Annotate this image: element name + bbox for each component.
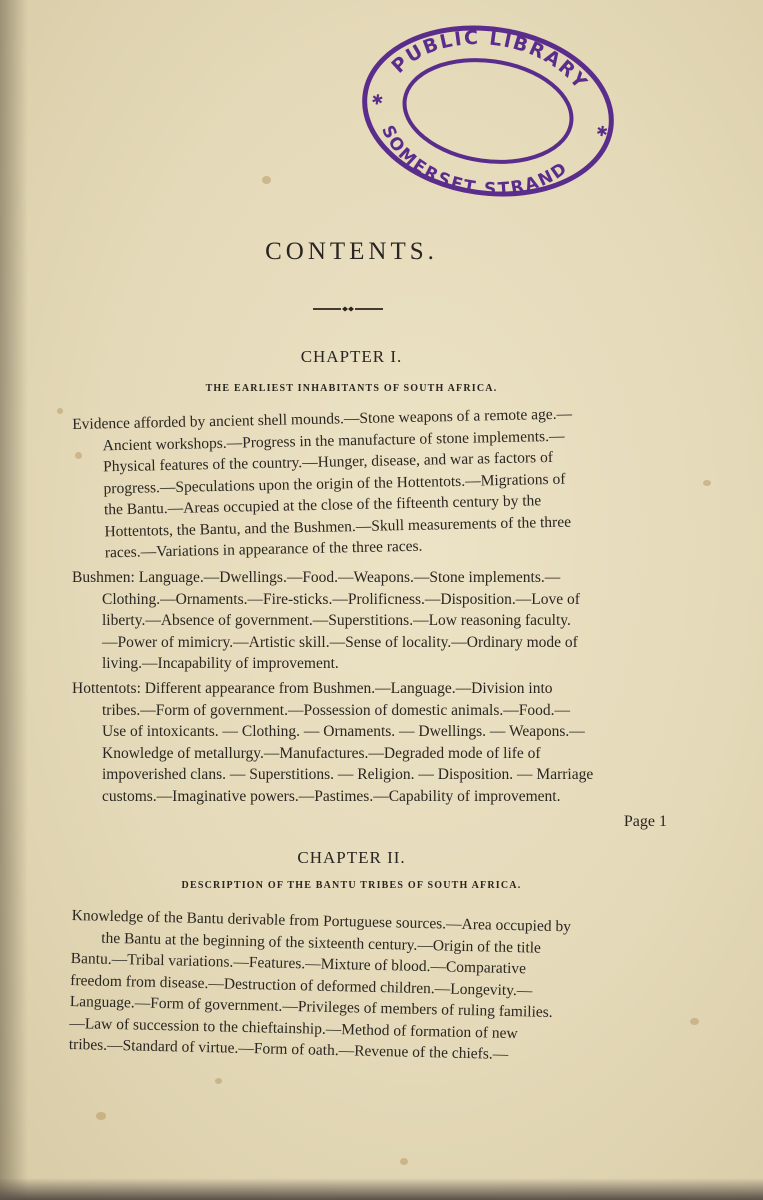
spine-shadow: [0, 0, 28, 1200]
text-line: Knowledge of metallurgy.—Manufactures.—Degraded mode of life of: [102, 744, 541, 762]
text-line: Use of intoxicants. — Clothing. — Ornaments. — Dwellings. — Weapons.—: [102, 723, 585, 740]
chapter-summary-paragraph: [72, 401, 673, 564]
stamp-top-text: PUBLIC LIBRARY: [387, 26, 593, 95]
text-line: —Law of succession to the chieftainship.—Method of formation of new: [69, 1014, 518, 1042]
text-line: Physical features of the country.—Hunger, disease, and war as factors of: [102, 448, 554, 476]
star-icon: ✱: [370, 92, 385, 110]
chapter-title: CHAPTER II.: [297, 848, 406, 867]
star-icon: ✱: [595, 124, 609, 141]
text-line: Evidence afforded by ancient shell mounds.—Stone weapons of a remote age.—: [72, 405, 573, 433]
text-line: Clothing.—Ornaments.—Fire-sticks.—Prolificness.—Disposition.—Love of: [102, 590, 580, 608]
chapter-summary-paragraph: [69, 905, 670, 1069]
chapter-summary-paragraph: [72, 567, 670, 675]
text-line: Hottentots: Different appearance from Bushmen.—Language.—Division into: [72, 680, 553, 697]
text-line: tribes.—Form of government.—Possession of domestic animals.—Food.—: [102, 701, 570, 719]
text-line: the Bantu at the beginning of the sixteenth century.—Origin of the title: [101, 929, 542, 957]
foxing-spot: [262, 176, 271, 184]
text-line: liberty.—Absence of government.—Superstitions.—Low reasoning faculty.: [102, 612, 571, 629]
text-line: freedom from disease.—Destruction of deformed children.—Longevity.—: [70, 971, 533, 999]
foxing-spot: [57, 408, 63, 414]
text-line: customs.—Imaginative powers.—Pastimes.—Capability of improvement.: [102, 787, 561, 805]
text-line: living.—Incapability of improvement.: [102, 655, 339, 672]
text-line: the Bantu.—Areas occupied at the close of the fifteenth century by the: [103, 492, 542, 519]
foxing-spot: [703, 480, 711, 486]
text-line: tribes.—Standard of virtue.—Form of oath.—Revenue of the chiefs.—: [68, 1035, 509, 1063]
foxing-spot: [215, 1078, 222, 1084]
text-line: Language.—Form of government.—Privileges of members of ruling families.: [69, 992, 553, 1021]
library-stamp: [357, 20, 619, 202]
page-bottom-edge: [0, 1178, 763, 1200]
text-line: races.—Variations in appearance of the three races.: [104, 537, 423, 562]
text-line: Ancient workshops.—Progress in the manufacture of stone implements.—: [102, 427, 565, 454]
foxing-spot: [400, 1158, 408, 1165]
chapter-title: CHAPTER I.: [300, 347, 403, 366]
foxing-spot: [96, 1112, 106, 1120]
stamp-bottom-text: SOMERSET STRAND: [377, 122, 573, 200]
text-line: Hottentots, the Bantu, and the Bushmen.—Skull measurements of the three: [104, 513, 572, 540]
page-reference: Page 1: [623, 813, 667, 830]
chapter-summary-paragraph: [72, 678, 670, 807]
foxing-spot: [690, 1018, 699, 1025]
text-line: Bushmen: Language.—Dwellings.—Food.—Weapons.—Stone implements.—: [72, 569, 561, 586]
page-title: CONTENTS.: [265, 238, 438, 265]
text-line: Knowledge of the Bantu derivable from Portuguese sources.—Area occupied by: [71, 906, 572, 936]
ornamental-rule: [313, 305, 383, 313]
text-line: —Power of mimicry.—Artistic skill.—Sense of locality.—Ordinary mode of: [102, 633, 578, 651]
chapter-subtitle: THE EARLIEST INHABITANTS OF SOUTH AFRICA.: [205, 383, 498, 394]
chapter-subtitle: DESCRIPTION OF THE BANTU TRIBES OF SOUTH AFRICA.: [181, 880, 522, 891]
text-line: impoverished clans. — Superstitions. — Religion. — Disposition. — Marriage: [102, 766, 594, 783]
text-line: Bantu.—Tribal variations.—Features.—Mixture of blood.—Comparative: [70, 949, 527, 978]
text-line: progress.—Speculations upon the origin of the Hottentots.—Migrations of: [103, 470, 566, 497]
